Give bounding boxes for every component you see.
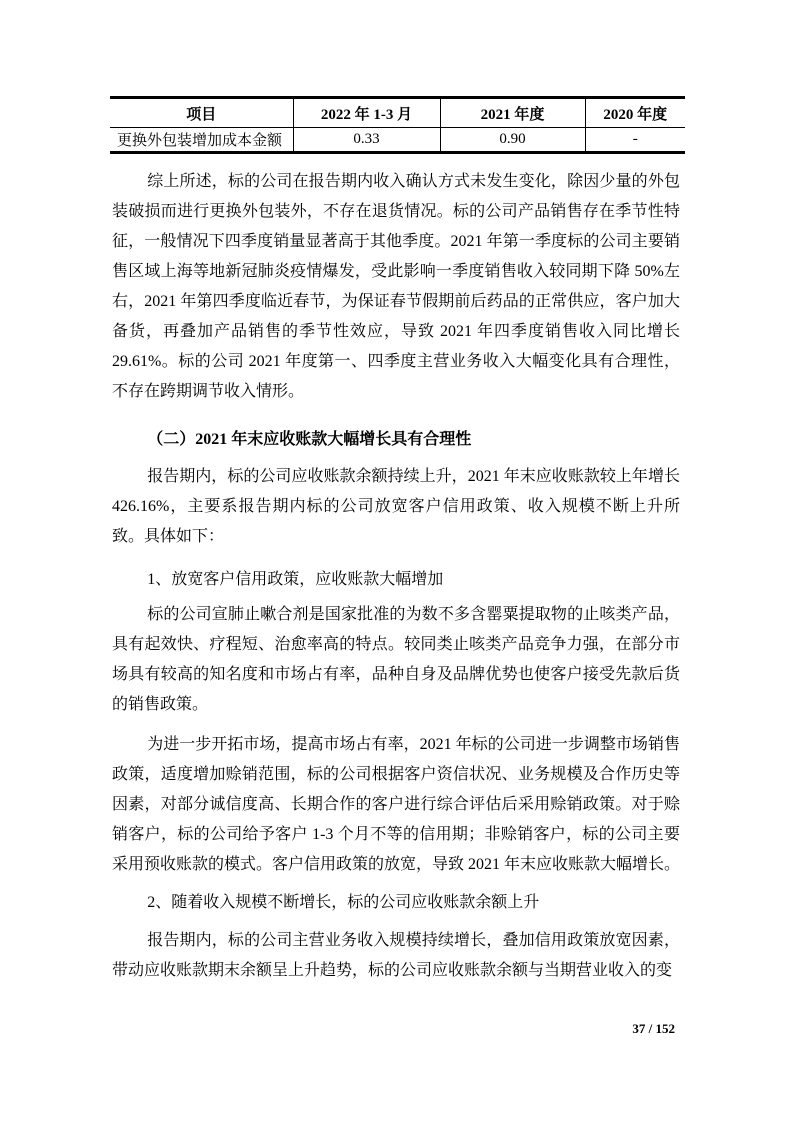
section-heading: （二）2021 年末应收账款大幅增长具有合理性 [147,431,472,448]
table-header-cell: 2021 年度 [440,98,585,128]
body-paragraph: 标的公司宣肺止嗽合剂是国家批准的为数不多含罂粟提取物的止咳类产品，具有起效快、疗程短、治愈率高的特点。较同类止咳类产品竞争力强，在部分市场具有较高的知名度和市场占有率，品种自身及品牌优势也使客户接受先款后货的销售政策。 [112,606,680,713]
page-number: 37 / 152 [632,1021,675,1036]
table-header-cell: 2020 年度 [585,98,685,128]
table-row [110,128,685,153]
document-body [112,167,680,986]
packaging-cost-table [110,96,685,154]
table-cell: 更换外包装增加成本金额 [117,133,283,149]
body-paragraph: 综上所述，标的公司在报告期内收入确认方式未发生变化，除因少量的外包装破损而进行更换外包装外，不存在退货情况。标的公司产品销售存在季节性特征，一般情况下四季度销量显著高于其他季度。2021 年第一季度标的公司主要销售区域上海等地新冠肺炎疫情爆发，受此影响一季度销售收入较同期下降 50%左右，2021 年第四季度临近春节，为保证春节假期前后药品的正常供应，客户加大备货，再叠加产品销售的季节性效应，导致 2021 年四季度销售收入同比增长 29.61%。标的公司 2021 年度第一、四季度主营业务收入大幅变化具有合理性，不存在跨期调节收入情形。 [112,173,680,400]
table-header-cell: 2022 年 1-3 月 [293,98,440,128]
table-header-cell: 项目 [110,98,293,128]
table-cell: 0.33 [293,128,440,153]
table-cell: 0.90 [440,128,585,153]
body-paragraph: 报告期内，标的公司应收账款余额持续上升，2021 年末应收账款较上年增长 426.16%，主要系报告期内标的公司放宽客户信用政策、收入规模不断上升所致。具体如下： [112,468,680,545]
table-cell: - [585,128,685,153]
table-body [110,128,685,153]
body-paragraph: 为进一步开拓市场，提高市场占有率，2021 年标的公司进一步调整市场销售政策，适度增加赊销范围，标的公司根据客户资信状况、业务规模及合作历史等因素，对部分诚信度高、长期合作的客户进行综合评估后采用赊销政策。对于赊销客户，标的公司给予客户 1-3 个月不等的信用期；非赊销客户，标的公司主要采用预收账款的模式。客户信用政策的放宽，导致 2021 年末应收账款大幅增长。 [112,736,681,873]
numbered-subheading: 1、放宽客户信用政策，应收账款大幅增加 [147,571,444,588]
numbered-subheading: 2、随着收入规模不断增长，标的公司应收账款余额上升 [147,894,540,911]
body-paragraph: 报告期内，标的公司主营业务收入规模持续增长，叠加信用政策放宽因素，带动应收账款期末余额呈上升趋势，标的公司应收账款余额与当期营业收入的变 [112,932,680,979]
table-header-row [110,98,685,128]
